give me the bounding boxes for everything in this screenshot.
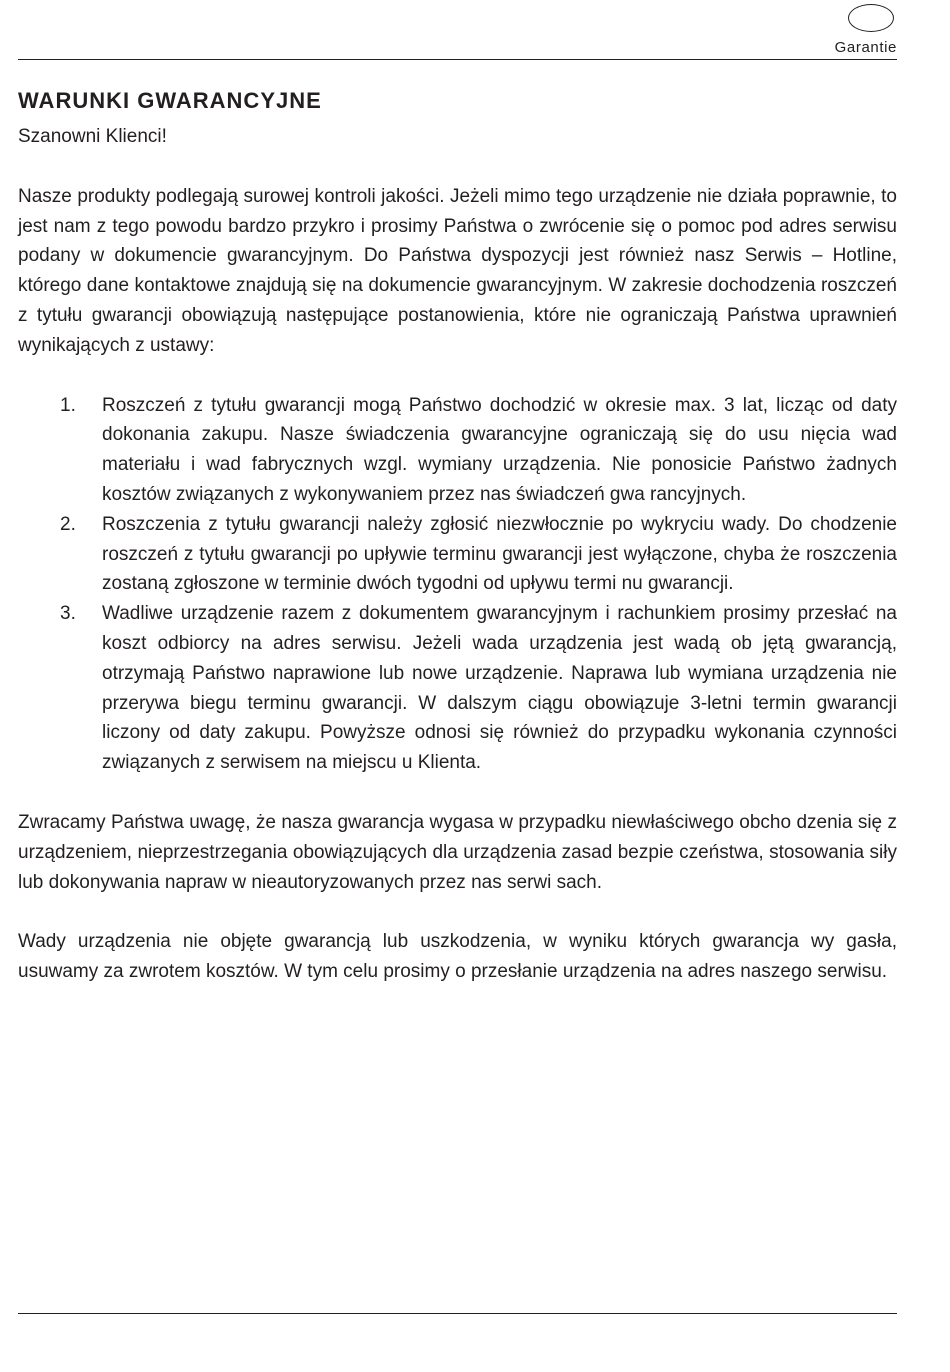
warranty-document [18,85,897,987]
list-item-text: Roszczeń z tytułu gwarancji mogą Państwo dochodzić w okresie max. 3 lat, licząc od daty dokonania zakupu. Nasze świadczenia gwarancyjne ograniczają się do usu nięcia wad materiału i wad fabrycznych wzgl. wymiany urządzenia. Nie ponosicie Państwo żadnych kosztów związanych z wykonywaniem przez nas świadczeń gwa rancyjnych. [102,394,897,505]
language-flag-oval [848,4,894,32]
exclusions-paragraph: Zwracamy Państwa uwagę, że nasza gwarancja wygasa w przypadku niewłaściwego obcho dzenia się z urządzeniem, nieprzestrzegania obowiązujących dla urządzenia zasad bezpie czeństwa, stosowania siły lub dokonywania napraw w nieautoryzowanych przez nas serwi sach. [18,811,897,893]
list-item-number: 2. [60,513,76,535]
warranty-terms-list [18,391,897,778]
list-item [18,391,897,510]
list-item-text: Roszczenia z tytułu gwarancji należy zgłosić niezwłocznie po wykryciu wady. Do chodzenie roszczeń z tytułu gwarancji po upływie terminu gwarancji jest wyłączone, chyba że roszczenia zostaną zgłoszone w terminie dwóch tygodni od upływu termi nu gwarancji. [102,513,897,595]
greeting: Szanowni Klienci! [18,126,167,147]
header-divider [18,59,897,60]
list-item-text: Wadliwe urządzenie razem z dokumentem gwarancyjnym i rachunkiem prosimy przesłać na koszt odbiorcy na adres serwisu. Jeżeli wada urządzenia jest wadą ob jętą gwarancją, otrzymają Państwo naprawione lub nowe urządzenie. Naprawa lub wymiana urządzenia nie przerywa biegu terminu gwarancji. W dalszym ciągu obowiązuje 3-letni termin gwarancji liczony od daty zakupu. Powyższe odnosi się również do przypadku wykonania czynności związanych z serwisem na miejscu u Klienta. [102,603,897,774]
footer-divider [18,1313,897,1314]
paid-repairs-paragraph: Wady urządzenia nie objęte gwarancją lub uszkodzenia, w wyniku których gwarancja wy gasła, usuwamy za zwrotem kosztów. W tym celu prosimy o przesłanie urządzenia na adres naszego serwisu. [18,931,897,983]
document-title: WARUNKI GWARANCYJNE [18,88,322,113]
list-item [18,599,897,778]
section-label: Garantie [834,39,897,56]
list-item-number: 1. [60,394,76,416]
intro-paragraph: Nasze produkty podlegają surowej kontroli jakości. Jeżeli mimo tego urządzenie nie działa poprawnie, to jest nam z tego powodu bardzo przykro i prosimy Państwa o zwrócenie się o pomoc pod adres serwisu podany w dokumencie gwarancyjnym. Do Państwa dyspozycji jest również nasz Serwis – Hotline, którego dane kontaktowe znajdują się na dokumencie gwarancyjnym. W zakresie dochodzenia roszczeń z tytułu gwarancji obowiązują następujące postanowienia, które nie ograniczają Państwa uprawnień wynikających z ustawy: [18,185,897,356]
list-item-number: 3. [60,603,76,625]
list-item [18,510,897,599]
